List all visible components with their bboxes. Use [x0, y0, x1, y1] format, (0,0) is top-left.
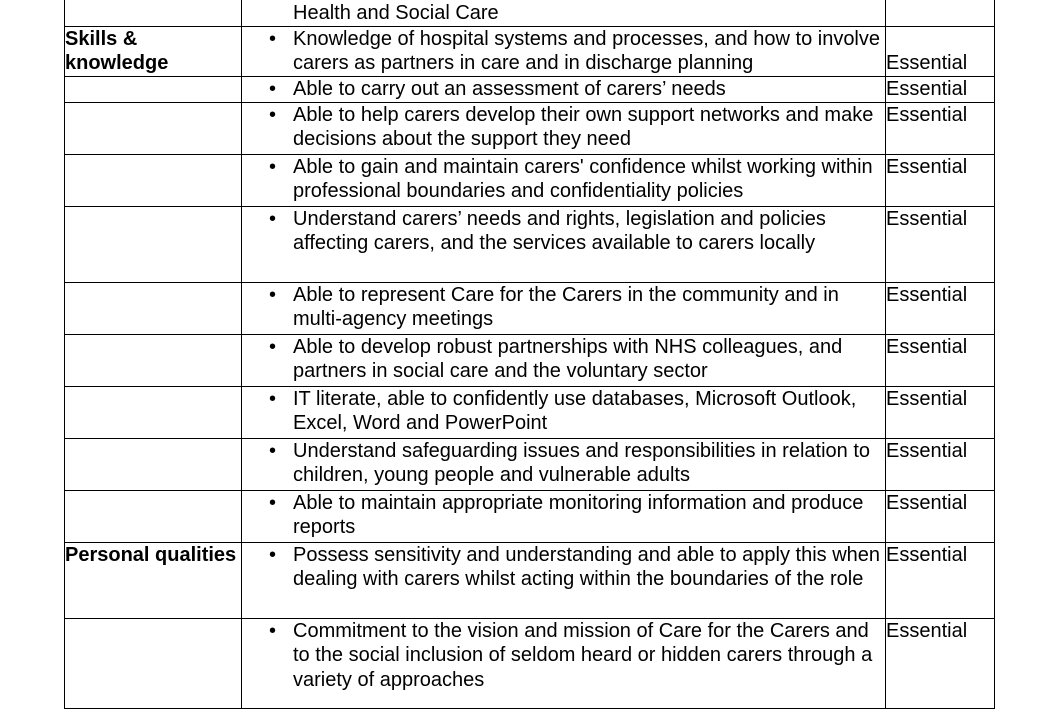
level-text: Essential: [886, 51, 968, 74]
category-cell: [65, 154, 242, 206]
table-row-partial: [65, 0, 995, 26]
level-text: Essential: [886, 491, 968, 514]
level-text: Essential: [886, 543, 968, 566]
level-text: Essential: [886, 335, 968, 358]
level-cell: [886, 386, 995, 438]
level-text: Essential: [886, 439, 968, 462]
bullet-icon: •: [268, 103, 276, 126]
category-cell: [65, 334, 242, 386]
category-cell: [65, 0, 242, 26]
bullet-icon: •: [268, 619, 276, 642]
requirement-cell: [242, 490, 886, 542]
table-row: [65, 282, 995, 334]
requirement-text: Able to develop robust partnerships with NHS colleagues, and partners in social care and the voluntary sector: [293, 335, 843, 382]
requirement-text: Able to help carers develop their own support networks and make decisions about the support they need: [293, 103, 874, 150]
requirement-cell: [242, 26, 886, 76]
requirement-cell: [242, 102, 886, 154]
table-row: [65, 490, 995, 542]
requirement-text: Possess sensitivity and understanding and able to apply this when dealing with carers whilst acting within the boundaries of the role: [293, 543, 881, 590]
level-cell: [886, 282, 995, 334]
table-row: [65, 334, 995, 386]
level-text: Essential: [886, 155, 968, 178]
level-cell: [886, 618, 995, 708]
requirement-text: Able to carry out an assessment of carers’ needs: [293, 77, 726, 100]
bullet-icon: •: [268, 335, 276, 358]
requirement-text: Able to represent Care for the Carers in the community and in multi-agency meetings: [293, 283, 839, 330]
table-row: [65, 26, 995, 76]
category-cell: [65, 618, 242, 708]
level-cell: [886, 490, 995, 542]
bullet-icon: •: [268, 283, 276, 306]
level-cell: [886, 542, 995, 618]
table-row: [65, 438, 995, 490]
requirement-cell: [242, 334, 886, 386]
table-row: [65, 386, 995, 438]
table-row: [65, 154, 995, 206]
table-row: [65, 76, 995, 102]
level-cell: [886, 438, 995, 490]
requirement-text: Understand safeguarding issues and responsibilities in relation to children, young people and vulnerable adults: [293, 439, 871, 486]
requirement-cell: [242, 386, 886, 438]
level-cell: [886, 102, 995, 154]
level-cell: [886, 76, 995, 102]
category-cell: [65, 438, 242, 490]
requirement-cell: [242, 0, 886, 26]
bullet-icon: •: [268, 439, 276, 462]
level-text: Essential: [886, 619, 968, 642]
bullet-icon: •: [268, 27, 276, 50]
level-cell: [886, 154, 995, 206]
bullet-icon: •: [268, 543, 276, 566]
table-row: [65, 618, 995, 708]
requirement-cell: [242, 76, 886, 102]
table-row: [65, 206, 995, 282]
category-cell: [65, 76, 242, 102]
requirement-text: Understand carers’ needs and rights, legislation and policies affecting carers, and the services available to carers locally: [293, 207, 826, 254]
category-cell: [65, 386, 242, 438]
requirement-cell: [242, 206, 886, 282]
category-cell: Personal qualities: [65, 542, 242, 618]
requirement-text: Able to maintain appropriate monitoring information and produce reports: [293, 491, 864, 538]
level-text: Essential: [886, 283, 968, 306]
level-cell: [886, 206, 995, 282]
table-row: [65, 542, 995, 618]
requirement-cell: [242, 542, 886, 618]
level-cell: [886, 0, 995, 26]
level-text: Essential: [886, 77, 968, 100]
category-cell: [65, 490, 242, 542]
level-text: Essential: [886, 103, 968, 126]
level-cell: [886, 26, 995, 76]
bullet-icon: •: [268, 155, 276, 178]
requirement-cell: [242, 618, 886, 708]
requirement-text: Commitment to the vision and mission of Care for the Carers and to the social inclusion of seldom heard or hidden carers through a variety of approaches: [293, 619, 873, 691]
requirement-cell: [242, 438, 886, 490]
table-row: [65, 102, 995, 154]
requirement-text: Knowledge of hospital systems and processes, and how to involve carers as partners in care and in discharge planning: [293, 27, 881, 74]
bullet-icon: [242, 0, 293, 26]
bullet-icon: •: [268, 387, 276, 410]
category-cell: Skills & knowledge: [65, 26, 242, 76]
level-text: Essential: [886, 207, 968, 230]
person-specification-table: [64, 0, 995, 709]
requirement-cell: [242, 282, 886, 334]
requirement-text: Health and Social Care: [293, 2, 499, 24]
requirement-text: Able to gain and maintain carers' confidence whilst working within professional boundaries and confidentiality policies: [293, 155, 873, 202]
level-cell: [886, 334, 995, 386]
bullet-icon: •: [268, 207, 276, 230]
requirement-cell: [242, 154, 886, 206]
category-cell: [65, 206, 242, 282]
level-text: Essential: [886, 387, 968, 410]
bullet-icon: •: [268, 491, 276, 514]
requirement-text: IT literate, able to confidently use databases, Microsoft Outlook, Excel, Word and PowerPoint: [293, 387, 857, 434]
category-cell: [65, 282, 242, 334]
bullet-icon: •: [268, 77, 276, 100]
category-cell: [65, 102, 242, 154]
